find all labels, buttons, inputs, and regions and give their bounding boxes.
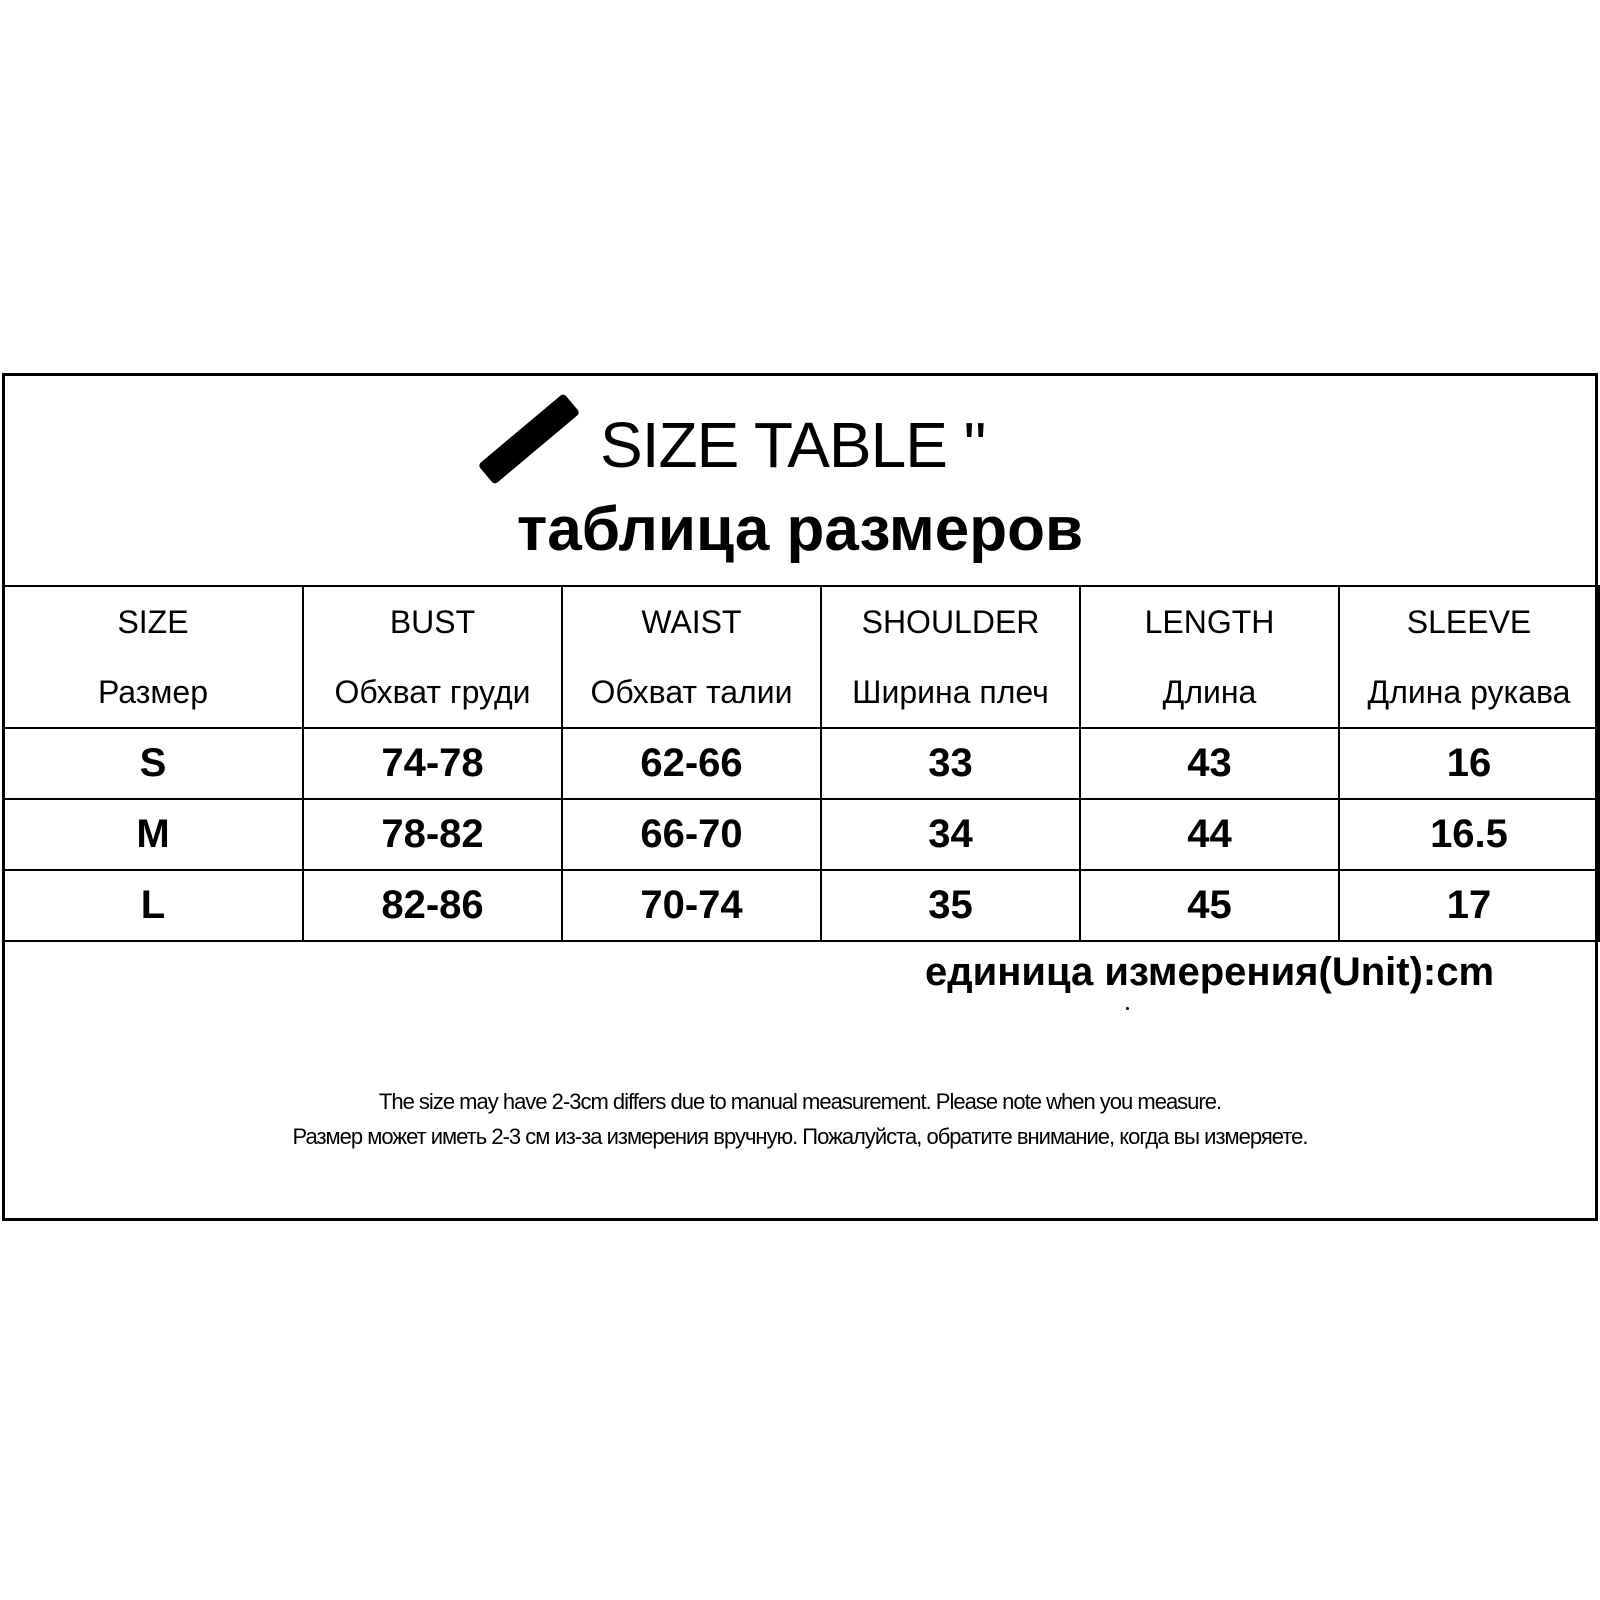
column-header-ru: Размер bbox=[98, 674, 208, 710]
stray-dot bbox=[1126, 1007, 1129, 1010]
table-cell: 16 bbox=[1339, 728, 1599, 799]
column-header-en: BUST bbox=[389, 604, 476, 640]
table-cell: L bbox=[3, 870, 303, 941]
size-table bbox=[2, 585, 1600, 942]
table-cell: 35 bbox=[821, 870, 1080, 941]
measurement-note-english: The size may have 2-3cm differs due to manual measurement. Please note when you measure. bbox=[378, 1089, 1222, 1114]
column-header-ru: Длина рукава bbox=[1367, 674, 1571, 710]
table-row-m bbox=[3, 799, 1599, 870]
table-cell: 70-74 bbox=[562, 870, 821, 941]
column-header-length bbox=[1080, 586, 1339, 728]
column-header-ru: Длина bbox=[1162, 674, 1257, 710]
table-header-row bbox=[3, 586, 1599, 728]
table-row-s bbox=[3, 728, 1599, 799]
table-cell: 62-66 bbox=[562, 728, 821, 799]
table-cell: 33 bbox=[821, 728, 1080, 799]
column-header-shoulder bbox=[821, 586, 1080, 728]
column-header-ru: Обхват талии bbox=[590, 674, 793, 710]
table-cell: 34 bbox=[821, 799, 1080, 870]
title-russian: таблица размеров bbox=[516, 495, 1084, 564]
table-cell: 82-86 bbox=[303, 870, 562, 941]
table-cell: 16.5 bbox=[1339, 799, 1599, 870]
unit-note: единица измерения(Unit):cm bbox=[925, 950, 1495, 994]
column-header-en: SIZE bbox=[117, 604, 189, 640]
column-header-en: SHOULDER bbox=[861, 604, 1040, 640]
table-cell: 78-82 bbox=[303, 799, 562, 870]
column-header-en: LENGTH bbox=[1144, 604, 1275, 640]
column-header-bust bbox=[303, 586, 562, 728]
table-cell: 66-70 bbox=[562, 799, 821, 870]
table-cell: 74-78 bbox=[303, 728, 562, 799]
measurement-note-russian: Размер может иметь 2-3 см из-за измерения вручную. Пожалуйста, обратите внимание, когда вы измеряете. bbox=[292, 1124, 1308, 1149]
title-english: SIZE TABLE " bbox=[600, 409, 986, 481]
column-header-ru: Обхват груди bbox=[334, 674, 531, 710]
column-header-sleeve bbox=[1339, 586, 1599, 728]
column-header-en: SLEEVE bbox=[1406, 604, 1532, 640]
table-cell: 44 bbox=[1080, 799, 1339, 870]
table-cell: 45 bbox=[1080, 870, 1339, 941]
table-cell: 17 bbox=[1339, 870, 1599, 941]
column-header-size bbox=[3, 586, 303, 728]
table-cell: S bbox=[3, 728, 303, 799]
table-cell: 43 bbox=[1080, 728, 1339, 799]
table-cell: M bbox=[3, 799, 303, 870]
column-header-waist bbox=[562, 586, 821, 728]
table-row-l bbox=[3, 870, 1599, 941]
column-header-en: WAIST bbox=[641, 604, 742, 640]
column-header-ru: Ширина плеч bbox=[852, 674, 1049, 710]
